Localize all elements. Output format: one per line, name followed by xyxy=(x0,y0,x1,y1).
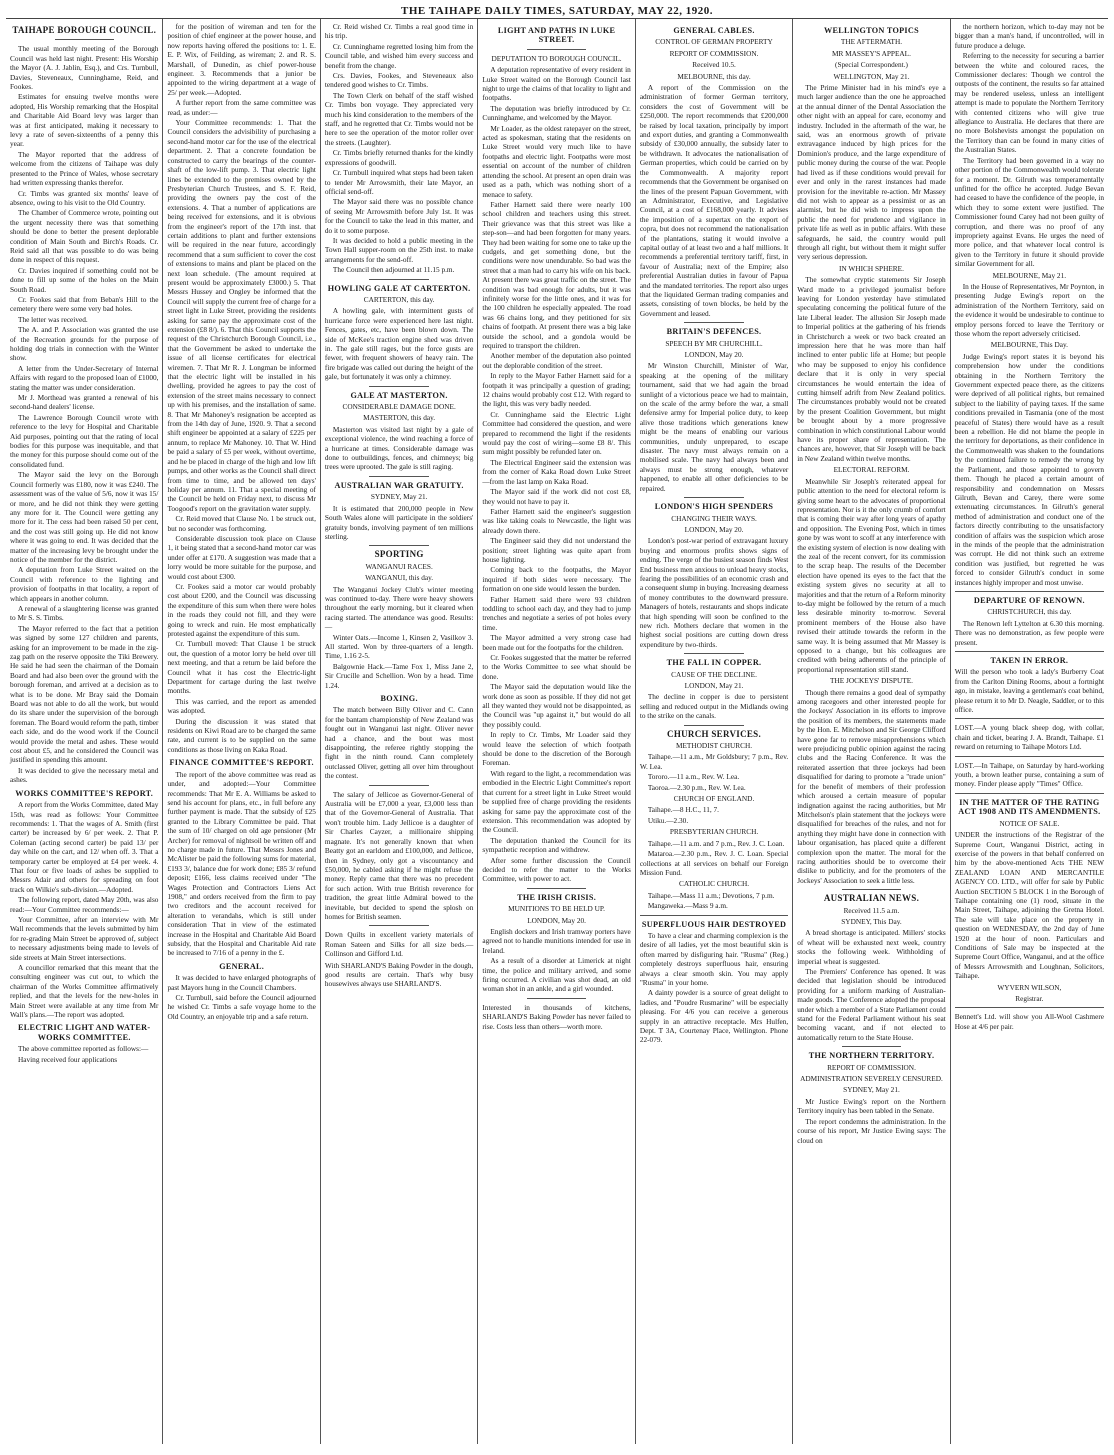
divider xyxy=(955,651,1104,652)
subheading: ELECTORAL REFORM. xyxy=(833,465,910,475)
paragraph: The Mayor reported that the address of welcome from the citizens of Taihape was duly presented to the Prince of Wales, whose secretary had written expressing thanks therefor. xyxy=(10,149,159,188)
paragraph: Meanwhile Sir Joseph's reiterated appeal for public attention to the need for electoral reform is giving some heart to the advocates of proportional representation. Nor is it the only crumb of comfort that is coming their way after long years of apathy and opposition. The Evening Post, which in times gone by was wont to scoff at any interference with the existing system of election is now dealing with the zeal of the recent convert, for its commission to the scrap heap. The results of the December election have opened its eyes to the fact that the existing system gives no security at all to majorities and that the return of a Reform minority to-day might be followed by the return of a much less desirable minority to-morrow. Several prominent members of the House also have revised their attitude towards the reform in the same way. It is being assumed that Mr Massey is opposed to a change, but his colleagues are credited with being adherents of the principle of proportional representation still stand. xyxy=(797,476,946,674)
subheading: REPORT OF COMMISSION. xyxy=(827,1062,916,1072)
divider xyxy=(527,998,586,999)
paragraph: Cr. Fookes said that from Beban's Hill to the cemetery there were some very bad holes. xyxy=(10,294,159,314)
paragraph: The Mayor said there was no possible chance of seeing Mr Arrowsmith before July 1st. It was for the Council to take the lead in this matter, and do it to some purpose. xyxy=(324,197,474,235)
paragraph: Another member of the deputation also pointed out the deplorable condition of the street. xyxy=(482,351,631,370)
advertisement: Bennett's Ltd. will show you All-Wool Cashmere Hose at 4/6 per pair. xyxy=(954,1012,1105,1031)
paragraph: Taihape.—11 a.m., Mr Goldsbury; 7 p.m., Rev. W. Lea. xyxy=(639,752,789,771)
paragraph: Tororo.—11 a.m., Rev. W. Lea. xyxy=(647,772,740,782)
section-heading: GENERAL. xyxy=(219,961,265,971)
paragraph: The deputation was briefly introduced by Cr. Cunninghame, and welcomed by the Mayor. xyxy=(482,103,631,123)
paragraph: The salary of Jellicoe as Governor-General of Australia will be £7,000 a year, £3,000 less than that of the Governor-General of Australia. That won't trouble him. Lady Jellicoe is a daughter of Sir Charles Cayzer, a millionaire shipping magnate. It's not generally known that when Beatty got an earldom and £100,000, and Jellicoe, then in Sydney, only got a viscountancy and £50,000, he cabled asking if he might refuse the money. Reply came that there was no precedent for such action. With true British reverence for tradition, the great little Admiral bowed to the inevitable, but decided to spend the splosh on homes for British seamen. xyxy=(324,789,474,921)
headline: AUSTRALIAN NEWS. xyxy=(823,893,920,904)
paragraph: The Prime Minister had in his mind's eye a much larger audience than the one he approached at the annual dinner of the Dental Association the other night with an appeal for care, economy and industry. Included in the aftermath of the war, he said, was an enormous growth of private extravagance induced by high prices for the Dominion's produce, and the large expenditure of public money during the course of the war. People had lived as if these conditions would prevail for ever and only in the rarest instances had made provision for the inevitable re-action. Mr Massey did not wish to appear as a pessimist or as an alarmist, but he did wish to impress upon the public the need for prudence and vigilance in private life as well as in public affairs. With these safeguards, he said, the country would pull through all right, but without them it might suffer very serious depression. xyxy=(797,83,946,262)
headline: SUPERFLUOUS HAIR DESTROYED xyxy=(641,919,787,929)
dateline: Received 11.5 a.m. xyxy=(843,905,900,915)
dateline: LONDON, May 20. xyxy=(684,524,744,534)
subheading: DEPUTATION TO BOROUGH COUNCIL. xyxy=(491,53,622,63)
paragraph: A howling gale, with intermittent gusts of hurricane force were experienced here last night. Fences, gates, etc, have been blown down. The side of McKee's traction engine shed was driven in. The gale still rages, but the force gusts are fewer, with frequent showers of heavy rain. The fire brigade was called out during the height of the gale, but fortunately it was only a chimney. xyxy=(324,306,474,382)
divider xyxy=(684,497,743,498)
divider xyxy=(955,793,1104,794)
section-heading: WORKS COMMITTEE'S REPORT. xyxy=(15,788,154,798)
paragraph: A councillor remarked that this meant that the consulting engineer was cut out, to which the chairman of the Works Committee affirmatively replied, and that the levels for the new-holes in Main Street were available at any time from Mr Wall's plans.—The report was adopted. xyxy=(10,963,159,1020)
divider xyxy=(369,545,428,546)
divider xyxy=(55,39,114,40)
paragraph: It is estimated that 200,000 people in New South Wales alone will participate in the soldiers' gratuity bonds, involving payment of ten millions sterling. xyxy=(324,503,474,541)
subheading: CHURCH OF ENGLAND. xyxy=(673,794,755,804)
paragraph: A deputation representative of every resident in Luke Street waited on the Borough Council last night to urge the claims of that locality to light and footpaths. xyxy=(482,65,631,103)
paragraph: A further report from the same committee was read, as under:— xyxy=(167,98,316,117)
paragraph: Mr J. Morthead was granted a renewal of his second-hand dealers' license. xyxy=(10,393,159,412)
paragraph: Cr. Turnbull inquired what steps had been taken to tender Mr Arrowsmith, their late Mayor, an official send-off. xyxy=(324,168,474,196)
headline: IN THE MATTER OF THE RATING ACT 1908 AND ITS AMENDMENTS. xyxy=(958,797,1101,817)
paragraph: A bread shortage is anticipated. Millers' stocks of wheat will be exhausted next week, country stocks the following week. Withholding of imperial wheat is suggested. xyxy=(797,928,946,966)
paragraph: Referring to the necessity for securing a barrier between the white and coloured races, the Commissioner declares: Though we control the outposts of the continent, the results so far attained may be rendered useless, unless an intelligent attempt is made to populate the Northern Territory with contented citizens who will give true allegiance to Australia. He declares that there are no more Bolshevists amongst the population on the Territory than can be found in many cities of the Australian States. xyxy=(954,51,1105,155)
subheading: REPORT OF COMMISSION. xyxy=(669,48,759,58)
divider xyxy=(684,725,743,726)
dateline: SYDNEY, May 21. xyxy=(370,492,428,502)
paragraph: It was decided to give the necessary metal and ashes. xyxy=(10,765,159,785)
dateline: LONDON, May 21. xyxy=(684,681,744,690)
advertisement: With SHARLAND'S Baking Powder in the dough, good results are certain. That's why busy housewives always use SHARLAND'S. xyxy=(324,960,474,989)
subheading: THE AFTERMATH. xyxy=(840,37,903,47)
headline: SPORTING xyxy=(374,549,424,560)
paragraph: The Mayor said if the work did not cost £8, they would not have to pay it. xyxy=(482,487,631,506)
dateline: MELBOURNE, this day. xyxy=(677,71,751,81)
headline: HOWLING GALE AT CARTERTON. xyxy=(327,283,471,293)
paragraph: for the position of wireman and ten for the position of chief engineer at the power house, and now reports having offered the positions to: 1. E. E. P. Wix, of Feilding, as wireman; 2. and R. S. Marshall, of Dunedin, as chief power-house engineer. 3. Recommends that a junior be appointed to the wiring department at a wage of 25/ per week.—Adopted. xyxy=(167,22,316,97)
section-heading: ELECTRIC LIGHT AND WATER-WORKS COMMITTEE. xyxy=(18,1023,151,1042)
column-2 xyxy=(163,19,320,1444)
headline: AUSTRALIAN WAR GRATUITY. xyxy=(334,480,464,490)
paragraph: Cr. Timbs briefly returned thanks for the kindly expressions of goodwill. xyxy=(324,148,474,167)
paragraph: The following report, dated May 20th, was also read:—Your Committee recommends:— xyxy=(10,895,159,914)
headline: LIGHT AND PATHS IN LUKE STREET. xyxy=(497,26,616,45)
paragraph: Estimates for ensuing twelve months were adopted, His Worship remarking that the Hospital and Charitable Aid Board levy was larger than was at first anticipated, making it necessary to levy a rate of seven-sixteenths of a penny this year. xyxy=(10,92,159,149)
paragraph: Cr. Cunninghame regretted losing him from the Council table, and wished him every success and benefit from the change. xyxy=(324,41,474,70)
dateline: CARTERTON, this day. xyxy=(363,294,435,304)
paragraph: Your Committee, after an interview with Mr Wall recommends that the levels submitted by him for re-grading Main Street be approved of, subject to necessary adjustments being made to levels of side streets at Main Street intersections. xyxy=(10,914,159,962)
paragraph: Cr. Timbs was granted six months' leave of absence, owing to his visit to the Old Country. xyxy=(10,188,159,207)
paragraph: The Council then adjourned at 11.15 p.m. xyxy=(332,265,455,275)
paragraph: After some further discussion the Council decided to refer the matter to the Works Committee, with power to act. xyxy=(482,855,631,884)
signature-title: Registrar. xyxy=(1015,994,1044,1003)
paragraph: A deputation from Luke Street waited on the Council with reference to the lighting and provision of footpaths in that locality, a report of which appears in another column. xyxy=(10,565,159,603)
paragraph: In the House of Representatives, Mr Poynton, in presenting Judge Ewing's report on the administration of the Northern Territory, said on the evidence it would be undesirable to continue to employ persons forced to leave the Territory or those whom the report adversely criticised. xyxy=(954,281,1105,338)
subheading: ADMINISTRATION SEVERELY CENSURED. xyxy=(800,1074,943,1084)
paragraph: The Chamber of Commerce wrote, pointing out the urgent necessity there was that something should be done to better the present deplorable condition of Main South and Birch's Roads. Cr. Reid said all that was possible to do was being done in respect of this request. xyxy=(10,208,159,265)
paragraph: Winter Oats.—Income 1, Kinsen 2, Vasilkov 3. All started. Won by three-quarters of a length. Time, 1.16 2-5. xyxy=(324,632,474,661)
paragraph: A report of the Commission on the administration of former German territory, considers the cost of Government will be £250,000. The report recommends that £200,000 be raised by local taxation, principally by import and export duties, and granting a Commonwealth subsidy of £30,000 annually, the subsidy later to be withdrawn. It advocates the nationalisation of German properties, which could be carried on by the Commonwealth. A majority report recommends that the Government be organised on the lines of the present Papuan Government, with an Administrator, Executive, and Legislative Council, at a cost of £168,000 yearly. It advises the imposition of a supertax on the export of copra, but does not recommend the nationalisation of the plantations, stating it would involve a capital outlay of at least two and a half millions. It recommends a preferential territory tariff, first, in favour of Australia; next of the Empire; also preferential Australian duties in favour of Papua and the mandated territories. The report also urges that the liquidated German trading companies and assets, consisting of town blocks, be held by the Government and leased. xyxy=(639,83,789,318)
advertisement: LOST.—In Taihape, on Saturday by hard-working youth, a brown leather purse, containing a sum of money. Finder please apply "Times" Office. xyxy=(954,760,1105,789)
paragraph: The Mayor referred to the fact that a petition was signed by some 127 children and parents, asking for an improvement to be made in the zig-zag path on the reserve opposite the Tiki Brewery. He said he had seen the chairman of the Domain Board and had also been over the ground with the borough foreman, and arrived at a decision as to what is to be done. Mr Bray said the Domain Board was not able to do all the work, but would do its share under the supervision of the borough foreman. The Board would reform the path, timber each side, and do the wood work if the Council would provide the metal and ashes. These would cost about £5, and he considered the Council was justified in spending this amount. xyxy=(10,623,159,765)
dateline: WANGANUI, this day. xyxy=(365,573,434,583)
advertisement: LOST.—A young black sheep dog, with collar, chain and ticket, bearing J. A. Brandt, Taihape. £1 reward on returning to Taihape Motors Ltd. xyxy=(954,723,1105,752)
paragraph: A dainty powder is a source of great delight to ladies, and "Poudre Rusmarine" will be especially pleasing. For 4/6 you can receive a generous supply in an attractive receptacle. Mrs Hulfen, Dept. T 3A, Courtenay Place, Wellington. Phone 22-079. xyxy=(639,988,789,1045)
subheading: CONSIDERABLE DAMAGE DONE. xyxy=(342,402,456,412)
headline: TAIHAPE BOROUGH COUNCIL. xyxy=(12,25,157,35)
column-4 xyxy=(478,19,635,1444)
paragraph: Utiku.—2.30. xyxy=(647,815,689,825)
divider xyxy=(369,476,428,477)
subheading: CONTROL OF GERMAN PROPERTY xyxy=(655,37,773,47)
paragraph: The Wanganui Jockey Club's winter meeting was continued to-day. There were heavy showers throughout the early morning, but it cleared when racing started. The attendance was good. Results:— xyxy=(324,584,474,632)
paragraph: Mr Loader, as the oldest ratepayer on the street, acted as spokesman, stating that the residents on Luke Street would very much like to have footpaths and electric light. Footpaths were most essential on account of the number of children attending the school. At present an open drain was used as a path, which was nothing short of a menace to safety. xyxy=(482,123,631,199)
subheading: IN WHICH SPHERE. xyxy=(839,263,904,273)
paragraph: The Premiers' Conference has opened. It was decided that legislation should be introduced providing for a uniform marking of Australian-made goods. The Conference adopted the proposal under which a member of a State Parliament could stand for the Federal Parliament without his seat becoming vacant, and if not elected to automatically return to the State House. xyxy=(797,967,946,1042)
dateline: MELBOURNE, May 21. xyxy=(992,270,1067,280)
paragraph: As a result of a disorder at Limerick at night time, the police and military arrived, and some firing occurred. A civilian was shot dead, an old woman shot in an ankle, and a girl wounded. xyxy=(482,956,631,994)
paragraph: Taihape.—11 a.m. and 7 p.m., Rev. J. C. Loan. xyxy=(647,838,785,848)
paragraph: The report of the above committee was read as under, and adopted:—Your Committee recommends: That Mr E. A. Williams be asked to send his account for plans, etc., in full before any further payment is made. That the subsidy of £25 granted to the Library Committee be paid. That the sum of 10/ charged on old age pensioner (Mr Archer) for removal of nightsoil be written off and no charge made in future. That Messrs Jones and McAlister be paid the following sums for material, £193 3/, balance due for work done; £85 3/ refund deposit; £166, less claims received under "The Wages Protection and Contractors Liens Act 1908," and orders received from the firm to pay two creditors and the account received for alteration to verandahs, which is still under consideration That in view of the estimated increase in the Hospital and Charitable Aid Board subsidy, that the Hospital and Charitable Aid rate be increased to 7/16 of a penny in the £. xyxy=(167,769,316,958)
paragraph: It was decided to have enlarged photographs of past Mayors hung in the Council Chambers. xyxy=(167,973,316,992)
paragraph: Cr. Davies inquired if something could not be done to fill up some of the holes on the Main South Road. xyxy=(10,265,159,294)
paragraph: A renewal of a slaughtering license was granted to Mr S. S. Timbs. xyxy=(10,603,159,623)
divider xyxy=(955,756,1104,757)
headline: WELLINGTON TOPICS xyxy=(824,26,919,35)
headline: THE IRISH CRISIS. xyxy=(517,892,597,902)
dateline: LONDON, May 20. xyxy=(527,915,586,925)
dateline: MELBOURNE, This Day. xyxy=(990,340,1068,350)
divider xyxy=(955,1007,1104,1008)
paragraph: Mangaweka.—Mass 9 a.m. xyxy=(647,901,728,911)
paragraph: The Town Clerk on behalf of the staff wished Cr. Timbs bon voyage. They appreciated very much his kind consideration to the members of the staff, and he regretted that Cr. Timbs would not be here to see the operation of the motor roller over the streets. (Laughter). xyxy=(324,90,474,147)
paragraph: The Engineer said they did not understand the position; street lighting was quite apart from house lighting. xyxy=(482,536,631,564)
dateline: CHRISTCHURCH, this day. xyxy=(987,607,1072,617)
column-7 xyxy=(951,19,1108,1444)
headline: DEPARTURE OF RENOWN. xyxy=(973,595,1085,605)
paragraph: In reply to the Mayor Father Harnett said for a footpath it was principally a question of grading; 12 chains would probably cost £12. With regard to the light, this was very badly needed. xyxy=(482,371,631,409)
divider xyxy=(640,915,788,916)
subheading: WANGANUI RACES. xyxy=(365,561,433,571)
divider xyxy=(842,889,901,890)
subheading: MUNITIONS TO BE HELD UP. xyxy=(508,904,605,914)
divider xyxy=(369,785,428,786)
paragraph: Considerable discussion took place on Clause 1, it being stated that a second-hand motor car was under offer at £170. A suggestion was made that a lorry would be more suitable for the purpose, and would cost about £300. xyxy=(167,533,316,581)
paragraph: Mr Justice Ewing's report on the Northern Territory inquiry has been tabled in the Senate. xyxy=(797,1096,946,1116)
divider xyxy=(684,653,743,654)
byline: (Special Correspondent.) xyxy=(835,60,908,70)
paragraph: A report from the Works Committee, dated May 15th, was read as follows: Your Committee recommends: 1. That the wages of A. Smith (first carter) be increased by 6/ per week. 2. That P. Coleman (acting second carter) be paid 13/ per day while on the cart, and 12/ when off. 3. That a temporary carter be employed at £4 per week. 4. That four or five loads of ashes be supplied to Messrs Adair and others for spreading on foot track on Wilkie's sub-division.—Adopted. xyxy=(10,800,159,894)
paragraph: London's post-war period of extravagant luxury buying and enormous profits shows signs of ending. The verge of the busiest season finds West End business men anxious to unload heavy stocks, fearing the possibilities of an economic crash and a consequent slump in buying. Increasing dearness of money contributes to the downward pressure. Managers of hotels, restaurants and shops indicate that high spending will soon be confined to the new rich. Mothers declare that women in the highest social positions are cutting down dress expenditure by two-thirds. xyxy=(639,536,789,649)
divider xyxy=(527,888,586,889)
advertisement: Will the person who took a lady's Burberry Coat from the Carlton Dining Rooms, about a fortnight ago, in mistake, leaving a gentleman's coat behind, please return it to Mr D. Neagle, Saddler, or to this office. xyxy=(954,667,1105,715)
paragraph: Cr. Turnbull moved: That Clause 1 be struck out, the question of a motor lorry be held over till next meeting, and that a return be laid before the Council what it has cost the Electric-light Department for cartage during the last twelve months. xyxy=(167,639,316,696)
paragraph: Coming back to the footpaths, the Mayor inquired if both sides were necessary. The formation on one side would lessen the burden. xyxy=(482,565,631,594)
subheading: CAUSE OF THE DECLINE. xyxy=(671,669,757,679)
divider xyxy=(369,386,428,387)
dateline: Received 10.5. xyxy=(692,60,736,70)
paragraph: Mataroa.—2.30 p.m., Rev. J. C. Loan. Special collections at all services on behalf our Foreign Mission Fund. xyxy=(639,849,789,877)
headline: BRITAIN'S DEFENCES. xyxy=(666,327,762,337)
divider xyxy=(955,591,1104,592)
paragraph: A letter from the Under-Secretary of Internal Affairs with regard to the proposed loan of £1000, stating the matter was under consideration. xyxy=(10,363,159,392)
paragraph: the northern horizon, which to-day may not be bigger than a man's hand, if uncontrolled, will in future produce a deluge. xyxy=(954,22,1105,50)
paragraph: Though there remains a good deal of sympathy among racegoers and other interested people for the Jockeys' Association in its efforts to improve the position of its members, the statements made by the Hon. E. Mitchelson and Sir George Clifford have gone far to remove misapprehensions which were prejudicing public opinion against the racing clubs and the Racing Conference. It was the reiterated assertion that three jockeys had been disqualified for daring to promote a "trade union" for the benefit of members of their profession which aroused a certain measure of popular indignation against the racing authorities, but Mr Mitchelson's plain statement that the jockeys were disqualified for breaches of the rules, and not for anything they might have done in connection with labour organisation, has placed quite a different complexion upon the matter. The moral for the racing authorities should be to overcome their dislike to publicity, and for the promoters of the Jockeys' Association to seek a little less. xyxy=(797,687,946,885)
paragraph: Father Harnett said the engineer's suggestion was like taking coals to Newcastle, the light was already down there. xyxy=(482,506,631,535)
paragraph: The Territory had been governed in a way no other portion of the Commonwealth would tolerate for a moment. Dr. Gilruth was temperamentally unfitted for the office he accepted. Judge Bevan had ceased to have the confidence of the people, in which they to some extent were justified. The Commissioner found Carey had not been guilty of corruption, and there was no proof of any impropriety against Evans. He urges the need of more police, and that whatever local control is given to the Territory in future it should provide similar Government for all. xyxy=(954,155,1105,269)
paragraph: This was carried, and the report as amended was adopted. xyxy=(167,696,316,716)
masthead: THE TAIHAPE DAILY TIMES, SATURDAY, MAY 22, 1920. xyxy=(6,4,1108,19)
column-5 xyxy=(636,19,793,1444)
paragraph: Cr. Reid wished Cr. Timbs a real good time in his trip. xyxy=(324,22,474,41)
subheading: METHODIST CHURCH. xyxy=(675,741,753,751)
advertisement: Interested in thousands of kitchens, SHARLAND'S Baking Powder has never failed to rise. Costs less than others—worth more. xyxy=(482,1002,631,1031)
paragraph: The decline in copper is due to persistent selling and reduced output in the Midlands owing to the strike on the canals. xyxy=(639,692,789,721)
paragraph: The report condemns the administration. In the course of his report, Mr Justice Ewing says: The cloud on xyxy=(797,1116,946,1145)
subheading: CATHOLIC CHURCH. xyxy=(678,879,750,889)
column-3 xyxy=(321,19,478,1444)
paragraph: Having received four applications xyxy=(18,1054,118,1064)
paragraph: Cr. Cunninghame said the Electric Light Committee had considered the question, and were prepared to recommend the light if the residents would pay the cost of wiring—some £8 8/. This sum might possibly be refunded later on. xyxy=(482,409,631,457)
dateline: WELLINGTON, May 21. xyxy=(833,71,910,81)
paragraph: Taoroa.—2.30 p.m., Rev. W. Lea. xyxy=(647,782,746,792)
headline: GALE AT MASTERTON. xyxy=(350,390,448,400)
paragraph: The Mayor said the deputation would like the work done as soon as possible. If they did not get all they wanted they would not be disappointed, as the Council was "up against it," but would do all they possibly could. xyxy=(482,682,631,729)
paragraph: Cr. Fookes said a motor car would probably cost about £200, and the Council was discussing the expenditure of this sum when there were holes in the roads they could not fill, and they were going to wreck and ruin. He most emphatically protested against the expenditure of this sum. xyxy=(167,581,316,638)
paragraph: To have a clear and charming complexion is the desire of all ladies, yet the most beautiful skin is often marred by disfiguring hair. "Rusma" (Reg.) completely destroys superfluous hair, ensuring always a clear smooth skin. You may apply "Rusma" in your home. xyxy=(639,930,789,987)
paragraph: The above committee reported as follows:— xyxy=(18,1044,149,1054)
columns xyxy=(6,19,1108,1444)
headline: THE FALL IN COPPER. xyxy=(666,658,762,668)
paragraph: The deputation thanked the Council for its sympathetic reception and withdrew. xyxy=(482,835,631,855)
subheading: SPEECH BY MR CHURCHILL. xyxy=(665,338,763,348)
paragraph: Father Harnett said there were nearly 100 school children and teachers using this street. Their grievance was that this street was like a step-son—and had been forgotten for many years. They had been waiting for some one to take up the cudgels, and get something done, but the conditions were now unendurable. So bad was the street that a man had to carry his wife on his back. At present there was great traffic on the street. The condition was bad enough for adults, but it was infinitely worse for the little ones, and it was for the 100 children he especially appealed. The road was 66 chains long, and they petitioned for six chains of footpath. At present there was a big lake outside the school, and a gondola would be required to transport the children. xyxy=(482,199,631,350)
paragraph: During the discussion it was stated that residents on Kiwi Road are to be charged the same rate, and current is to be supplied on the same conditions as those living on Kaka Road. xyxy=(167,716,316,754)
paragraph: The letter was received. xyxy=(18,314,88,324)
divider xyxy=(955,718,1104,719)
divider xyxy=(527,49,586,50)
paragraph: Taihape.—Mass 11 a.m.; Devotions, 7 p.m. xyxy=(647,890,775,900)
paragraph: Cr. Turnbull, said before the Council adjourned he wished Cr. Timbs a safe voyage home to the Old Country, an enjoyable trip and a safe return. xyxy=(167,993,316,1021)
column-6 xyxy=(793,19,950,1444)
subheading: THE JOCKEYS' DISPUTE. xyxy=(829,676,913,686)
paragraph: It was decided to hold a public meeting in the Town Hall supper-room on the 25th inst. to make arrangements for the send-off. xyxy=(324,235,474,264)
paragraph: English dockers and Irish tramway porters have agreed not to handle munitions intended for use in Ireland. xyxy=(482,926,631,955)
divider xyxy=(684,322,743,323)
signature: WYVERN WILSON, xyxy=(997,982,1062,992)
subheading: MR MASSEY'S APPEAL. xyxy=(832,48,911,58)
headline: CHURCH SERVICES. xyxy=(667,728,762,739)
paragraph: Your Committee recommends: 1. That the Council considers the advisibility of purchasing a second-hand motor car for the use of the electrical department. 2. That a concrete foundation be constructed to carry the bearings of the counter-shaft of the low-lift pump. 3. That electric light lines be extended to the premises owned by the Presbyterian Church Trustees, and S. F. Reid, providing the owners pay the cost of the extensions. 4. That a number of applications are being received for extensions, and it is obvious from the engineer's report of the 17th inst. that certain additions to plant and further extensions will be required in the near future, accordingly recommend that a sum sufficient to cover the cost of extensions to mains and plant be placed on the next loan schedule. (The amount required at present would be approximately £3000.) 5. That Messrs Hussey and Ongley be informed that the Council will supply the current free of charge for a street light in Luke Street, providing the residents asking for same pay the approximate cost of the extension (£8 8/). 6. That this Council supports the request of the Christchurch Borough Council, i.e., that the Government be asked to undertake the issue of all license certificates for electrical wiremen. 7. That Mr R. J. Longman be informed that the electric light will be installed in his dwelling, provided he agrees to pay the cost of extension of the street mains necessary to connect up with his premises, and the installation of same. 8. That Mr Mahoney's resignation be accepted as from the 14th day of June, 1920. 9. That a second shift engineer be appointed at a salary of £225 per annum, to replace Mr Mahoney. 10. That W. Hind be paid a salary of £5 per week, without overtime, and he be placed in charge of the high and low lift pumps, and other works as the Council shall direct from time to time, and be allowed ten days' holiday per annum. 11. That a special meeting of the Council be held on Friday next, to discuss Mr Toogood's report on the gravitation water supply. xyxy=(167,118,316,513)
paragraph: The Mayor said the levy on the Borough Council formerly was £180, now it was £240. The assessment was of the value of 5/6, now it was 15/ or more, and he did not think they were getting any more for it. The Council were getting any more for it. The cess had been raised 50 per cent, and the cost was still going up. He did not know where it was going to end. It was decided that the matter of the increasing levy be brought under the notice of the member for the district. xyxy=(10,470,159,564)
paragraph: In reply to Cr. Timbs, Mr Loader said they would leave the selection of which footpath should be done to the discretion of the Borough Foreman. xyxy=(482,730,631,768)
paragraph: Taihape.—8 H.C., 11, 7. xyxy=(647,805,719,815)
paragraph: Cr. Fookes suggested that the matter be referred to the Works Committee to see what should be done. xyxy=(482,653,631,681)
dateline: SYDNEY, May 21. xyxy=(843,1085,900,1095)
headline: THE NORTHERN TERRITORY. xyxy=(808,1051,935,1061)
advertisement: Down Quilts in excellent variety materials of Roman Sateen and Silks for all size beds.—Collinson and Gifford Ltd. xyxy=(324,930,474,959)
subheading: NOTICE OF SALE. xyxy=(999,818,1060,828)
subheading: CHANGING THEIR WAYS. xyxy=(671,513,757,523)
paragraph: With regard to the light, a recommendation was embodied in the Electric Light Committee's report that current for a street light in Luke Street would be supplied free of charge providing the residents asking for same pay the approximate cost of the extension. This recommendation was adopted by the Council. xyxy=(482,768,631,835)
subheading: PRESBYTERIAN CHURCH. xyxy=(669,827,759,837)
headline: BOXING. xyxy=(380,694,418,703)
paragraph: Balgownie Hack.—Tame Fox 1, Miss Jane 2, Sir Crucille and Schellion. Won by a head. Time 1.24. xyxy=(324,661,474,690)
paragraph: Masterton was visited last night by a gale of exceptional violence, the wind reaching a force of a hurricane at times. Considerable damage was done to outbuildings, fences, and chimneys; big trees were uprooted. The gale is still raging. xyxy=(324,424,474,472)
divider xyxy=(369,279,428,280)
paragraph: Judge Ewing's report states it is beyond his comprehension how under the conditions obtaining in the Northern Territory the Government expected peace there, as the citizens were deprived of all political rights, but remained subject to the liability of paying taxes. If the same conditions prevailed in Tasmania (one of the most peaceful of States) there would have as a result been a rebellion. He did not blame the people in the territory for deportations, as their confidence in the Commonwealth was shaken to the foundations by the continued failure to remedy the wrong by the Parliament, and those appointed to govern them. Though he placed a certain amount of responsibility and condemnation on Messrs Gilruth, Bevan and Carey, there were some extenuating circumstances. In Gilruth's general method of administration and conduct one of the factors directly contributing to the unsatisfactory condition of affairs was the suspicion which arose in the minds of the people that the administration was corrupt. He did not think such an extreme condition was justified, but regretted he was forced to consider Gilruth's conduct in some instances highly improper and most unwise. xyxy=(954,351,1105,587)
column-1 xyxy=(6,19,163,1444)
dateline: MASTERTON, this day. xyxy=(363,413,436,423)
headline: TAKEN IN ERROR. xyxy=(990,656,1069,665)
dateline: LONDON, May 20. xyxy=(684,350,744,359)
paragraph: The somewhat cryptic statements Sir Joseph Ward made to a privileged journalist before leaving for London yesterday have stimulated speculating concerning the political future of the late Liberal leader. The allusion Sir Joseph made to Imperial politics at the gathering of his friends in Christchurch a week or two back created an impression here that he was more than half inclined to enter public life at Home; but people who may be supposed to enjoy his confidence declare that it is only in very special circumstances he would entertain the idea of cutting himself adrift from New Zealand politics. The circumstances probably would not be created by the present Coalition Government, but might be brought about by a more progressive combination in which constitutional Labour would have its proper share of representation. The chances are, however, that Sir Joseph will be back in New Zealand within twelve months. xyxy=(797,275,946,463)
paragraph: Cr. Reid moved that Clause No. 1 be struck out, but no seconder was forthcoming. xyxy=(167,514,316,533)
paragraph: Crs. Davies, Fookes, and Steveneaux also tendered good wishes to Cr. Timbs. xyxy=(324,71,474,90)
paragraph: Father Harnett said there were 93 children toddling to school each day, and they had to jump trenches and negotiate a series of pot holes every time. xyxy=(482,594,631,632)
divider xyxy=(369,925,428,926)
paragraph: The Electrical Engineer said the extension was from the corner of Kaka Road down Luke Street—from the last lamp on Kaka Road. xyxy=(482,457,631,486)
dateline: SYDNEY, This Day. xyxy=(841,916,902,926)
paragraph: Mr Winston Churchill, Minister of War, speaking at the opening of the military tournament, said that we had again the broad sunlight of a victorious peace we had to maintain, on the scale of the army before the war, a small defensive army for Imperial police duty, to keep alive those traditions which generations knew might be the means of enabling our various communities, unduly unprepared, to escape disaster. The navy must always remain on a mobilised scale. The navy had always been and always must be strong enough, whatever happened, to enable all other deficiencies to be repaired. xyxy=(639,361,789,493)
paragraph: The Lawrence Borough Council wrote with reference to the levy for Hospital and Charitable Aid purposes, pointing out that the rating of local bodies for this purpose was inequitable, and that the money for this purpose should come out of the consolidated fund. xyxy=(10,412,159,469)
advertisement: UNDER the instructions of the Registrar of the Supreme Court, Wanganui District, acting in exercise of the powers in that behalf conferred on him by the above-mentioned Acts THE NEW ZEALAND LOAN AND MERCANTILE AGENCY CO. LTD., will offer for sale by Public Auction SECTION 5 BLOCK 1 in the Borough of Taihape containing one (1) rood, situate in the Main Street, Taihape, adjoining the Gretna Hotel. The sale will take place on the property in question on WEDNESDAY, the 2nd day of June 1920 at the hour of noon. Particulars and Conditions of Sale may be inspected at the Supreme Court Office, Wanganui, and at the office of Messrs Arrowsmith and Loughnan, Solicitors, Taihape. xyxy=(954,830,1105,981)
section-heading: FINANCE COMMITTEE'S REPORT. xyxy=(169,758,314,768)
headline: LONDON'S HIGH SPENDERS xyxy=(654,502,774,512)
paragraph: The usual monthly meeting of the Borough Council was held last night. Present: His Worship the Mayor (A. J. Jablin, Esq.), and Crs. Turnbull, Davies, Steveneaux, Cunninghame, Reid, and Fookes. xyxy=(10,44,159,92)
paragraph: The Mayor admitted a very strong case had been made out for the footpaths for the children. xyxy=(482,633,631,652)
paragraph: The match between Billy Oliver and C. Cann for the bantam championship of New Zealand was fought out in Wanganui last night. Oliver never had a chance, and the bout was most disappointing, the referee rightly stopping the fight in the ninth round. Cann completely outclassed Oliver, getting all over him throughout the contest. xyxy=(324,705,474,781)
paragraph: The A. and P. Association was granted the use of the Recreation grounds for the purpose of holding dog trials in connection with the Winter show. xyxy=(10,325,159,363)
paragraph: The Renown left Lyttelton at 6.30 this morning. There was no demonstration, as few people were present. xyxy=(954,618,1105,647)
divider xyxy=(842,1046,901,1047)
headline: GENERAL CABLES. xyxy=(673,26,755,35)
